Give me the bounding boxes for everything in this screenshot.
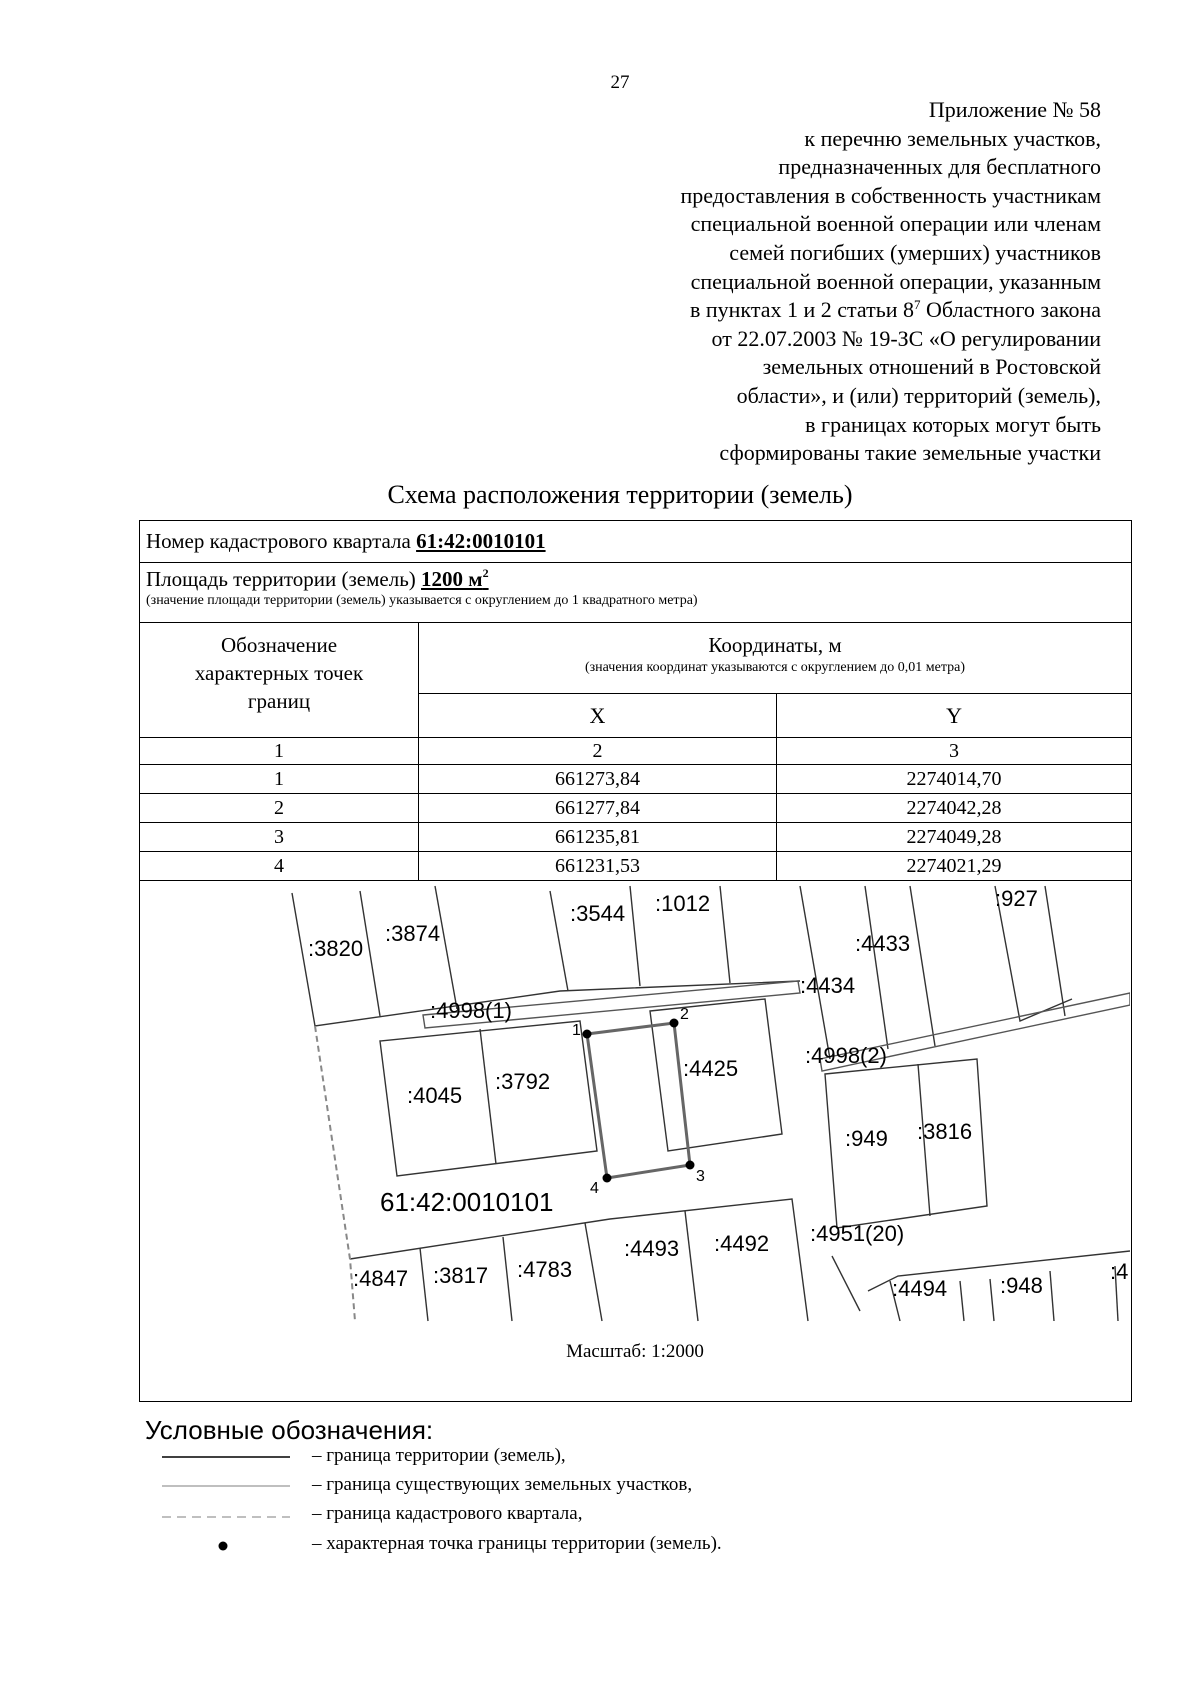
column-number: 3 (777, 738, 1132, 765)
appendix-article-line: в пунктах 1 и 2 статьи $8^7$ Областного закона (690, 297, 1101, 323)
parcel-label: :4998(1) (430, 998, 512, 1023)
appendix-header (541, 96, 1101, 468)
page-number: 27 (610, 72, 630, 93)
coords-header: Координаты, м (значения координат указываются с округлением до 0,01 метра) (419, 623, 1132, 694)
column-number: 1 (140, 738, 419, 765)
parcel-label: :4492 (714, 1231, 770, 1256)
quarter-label: 61:42:0010101 (380, 1187, 554, 1217)
parcel-label: :948 (1000, 1273, 1043, 1298)
appendix-line: к перечню земельных участков, (804, 125, 1101, 151)
cadastral-quarter-row (140, 521, 1132, 563)
boundary-point-2 (670, 1019, 679, 1028)
parcel-label: :4494 (892, 1276, 948, 1301)
appendix-line: от 22.07.2003 № 19-ЗС «О регулировании (711, 325, 1101, 351)
appendix-line: специальной военной операции или членам (690, 211, 1101, 237)
scheme-table (139, 520, 1132, 1402)
parcel-label: :4434 (800, 973, 856, 998)
point-label: 3 (696, 1168, 705, 1185)
parcel-label: :3820 (308, 936, 364, 961)
area-label: Площадь территории (земель) (146, 567, 422, 591)
scheme-title: Схема расположения территории (земель) (387, 480, 853, 509)
point-label: 1 (572, 1022, 581, 1039)
map-scale: Масштаб: 1:2000 (566, 1341, 704, 1362)
parcel-label: :3874 (385, 921, 441, 946)
y-header: Y (777, 694, 1132, 738)
appendix-line: предназначенных для бесплатного (778, 154, 1101, 180)
parcel-label: :3544 (570, 901, 626, 926)
dashed-line-icon (155, 1501, 295, 1529)
legend-item: – характерная точка границы территории (земель). (155, 1531, 1055, 1559)
appendix-line: Приложение № 58 (928, 97, 1101, 122)
boundary-point-3 (686, 1161, 695, 1170)
map-cell (140, 881, 1132, 1402)
point-label: 2 (680, 1006, 689, 1023)
parcel-label: :949 (845, 1126, 888, 1151)
parcel-label: :1012 (655, 891, 711, 916)
points-header: Обозначение характерных точек границ (140, 623, 419, 738)
table-row: 3 661235,81 2274049,28 (140, 823, 1132, 852)
parcel-label: :4425 (683, 1056, 739, 1081)
parcel-label: :3792 (495, 1069, 551, 1094)
appendix-line: земельных отношений в Ростовской (762, 354, 1101, 380)
boundary-point-4 (603, 1174, 612, 1183)
area-row (140, 563, 1132, 623)
parcel-label: :4847 (353, 1266, 409, 1291)
parcel-label: :927 (995, 886, 1038, 911)
thin-line-icon (155, 1472, 295, 1500)
appendix-line: в границах которых могут быть (805, 411, 1101, 437)
appendix-line: специальной военной операции, указанным (690, 268, 1101, 294)
parcel-label: :4998(2) (805, 1043, 887, 1068)
column-number: 2 (419, 738, 777, 765)
parcel-label: :4493 (624, 1236, 680, 1261)
appendix-line: предоставления в собственность участникам (680, 182, 1101, 208)
appendix-line: семей погибших (умерших) участников (729, 239, 1101, 265)
parcel-label: :4433 (855, 931, 911, 956)
boundary-point-1 (583, 1030, 592, 1039)
parcel-label: :4783 (517, 1257, 573, 1282)
x-header: X (419, 694, 777, 738)
appendix-line: сформированы такие земельные участки (719, 440, 1101, 466)
point-label: 4 (590, 1180, 599, 1197)
point-marker-icon (155, 1531, 295, 1559)
table-row: 4 661231,53 2274021,29 (140, 852, 1132, 881)
solid-line-icon (155, 1443, 295, 1471)
article-superscript: 7 (914, 297, 921, 313)
appendix-line: области», и (или) территорий (земель), (736, 382, 1101, 408)
cadastral-label: Номер кадастрового квартала (146, 529, 417, 553)
table-row: 2 661277,84 2274042,28 (140, 794, 1132, 823)
parcel-label: :4951(20) (810, 1221, 905, 1246)
parcel-label: :3817 (433, 1263, 489, 1288)
cadastral-map (140, 881, 1130, 1331)
parcel-label: :3816 (917, 1119, 973, 1144)
legend-item: – граница кадастрового квартала, (155, 1501, 1055, 1529)
area-note: (значение площади территории (земель) указывается с округлением до 1 квадратного метра) (146, 593, 698, 608)
legend-item: – граница территории (земель), (155, 1443, 1055, 1471)
parcel-label: :4045 (407, 1083, 463, 1108)
legend-item: – граница существующих земельных участков, (155, 1472, 1055, 1500)
legend-title: Условные обозначения: (145, 1415, 434, 1445)
area-value: 1200 $м^2$ (421, 566, 489, 591)
parcel-label: :4 (1110, 1259, 1129, 1284)
territory-boundary (587, 1023, 690, 1178)
cadastral-number: 61:42:0010101 (416, 529, 546, 553)
table-row: 1 661273,84 2274014,70 (140, 765, 1132, 794)
